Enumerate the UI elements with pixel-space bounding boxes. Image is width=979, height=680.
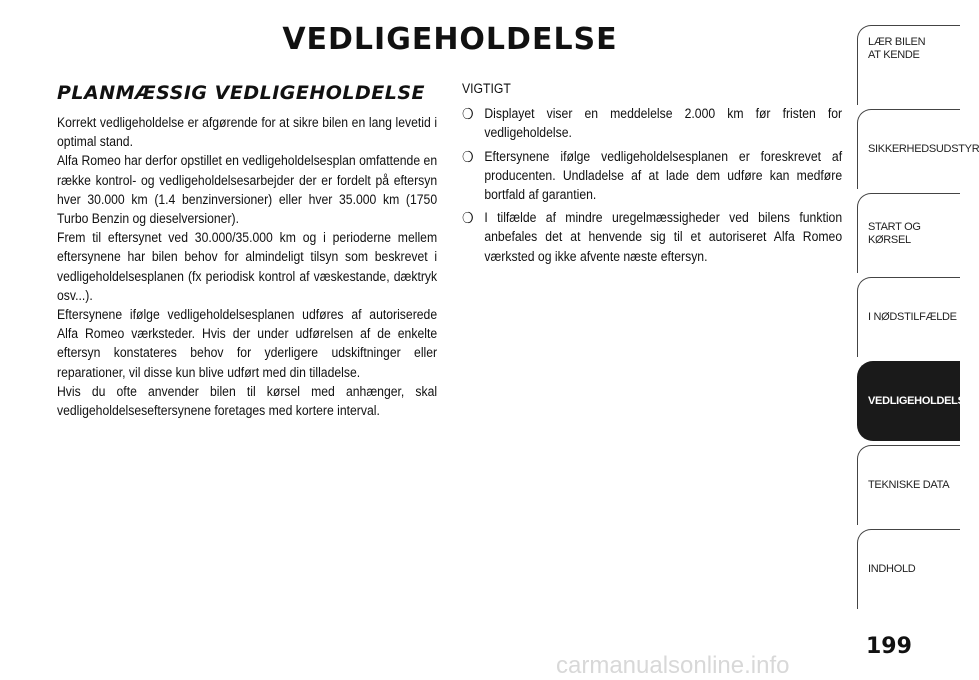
- tab-i-nodstilfaelde[interactable]: [857, 277, 960, 357]
- tab-tekniske-data[interactable]: [857, 445, 960, 525]
- page-title: VEDLIGEHOLDELSE: [282, 22, 618, 57]
- paragraph: Korrekt vedligeholdelse er afgørende for at sikre bilen en lang levetid i optimal stand.: [57, 115, 438, 151]
- tab-indhold[interactable]: [857, 529, 960, 609]
- tab-label: TEKNISKE DATA: [868, 479, 950, 491]
- tab-label: LÆR BILEN AT KENDE: [868, 36, 926, 61]
- maintenance-section: [57, 82, 437, 421]
- important-label: VIGTIGT: [462, 81, 511, 97]
- tab-lær-bilen-at-kende[interactable]: [857, 25, 960, 105]
- watermark: carmanualsonline.info: [556, 652, 790, 679]
- tab-label: SIKKERHEDSUDSTYR: [868, 143, 979, 155]
- paragraph: Eftersynene ifølge vedligeholdelsesplanen udføres af autoriserede Alfa Romeo værksteder. Hvis der under udførelsen af de enkelte eftersyn konstateres behov for yderligere udskiftninger eller reparationer, vil disse kun blive udført med din tilladelse.: [57, 307, 438, 381]
- bullet-circle-icon: ❍: [462, 148, 474, 166]
- list-item-text: Displayet viser en meddelelse 2.000 km før fristen for vedligeholdelse.: [484, 106, 843, 142]
- bullet-circle-icon: ❍: [462, 210, 474, 228]
- list-item: [462, 105, 842, 143]
- page-number: 199: [866, 634, 912, 659]
- tab-start-og-korsel[interactable]: [857, 193, 960, 273]
- paragraph: Alfa Romeo har derfor opstillet en vedligeholdelsesplan omfattende en række kontrol- og vedligeholdelsesarbejder der er fordelt på eftersyn hver 30.000 km (1.4 benzinversioner) eller hver 35.000 km (1750 Turbo Benzin og dieselversioner).: [57, 153, 438, 228]
- tab-label: I NØDSTILFÆLDE: [868, 311, 957, 323]
- list-item-text: Eftersynene ifølge vedligeholdelsesplanen er foreskrevet af producenten. Undladelse af at lade dem udføre kan medføre bortfald af garantien.: [484, 148, 843, 204]
- chapter-tabs: [857, 25, 979, 613]
- section-heading: PLANMÆSSIG VEDLIGEHOLDELSE: [57, 82, 426, 104]
- important-list: [462, 105, 842, 267]
- list-item-text: I tilfælde af mindre uregelmæssigheder ved bilens funktion anbefales det at henvende sig til et autoriseret Alfa Romeo værksted og ikke afvente næste eftersyn.: [484, 210, 843, 265]
- list-item: [462, 209, 842, 267]
- paragraph: Hvis du ofte anvender bilen til kørsel med anhænger, skal vedligeholdelseseftersynene foretages med kortere interval.: [57, 383, 438, 420]
- tab-vedligeholdelse[interactable]: [857, 361, 972, 441]
- tab-label: INDHOLD: [868, 563, 916, 575]
- tab-label: VEDLIGEHOLDELSE: [868, 395, 972, 407]
- bullet-circle-icon: ❍: [462, 106, 474, 124]
- tab-label: START OG KØRSEL: [868, 220, 921, 246]
- list-item: [462, 148, 842, 206]
- important-box: [462, 80, 842, 271]
- paragraph: Frem til eftersynet ved 30.000/35.000 km og i perioderne mellem eftersynene har bilen behov for almindeligt tilsyn som beskrevet i vedligeholdelsesplanen (fx periodisk kontrol af væskestande, dæktryk osv...).: [57, 230, 438, 304]
- section-body: [57, 114, 437, 421]
- tab-sikkerhedsudstyr[interactable]: [857, 109, 979, 189]
